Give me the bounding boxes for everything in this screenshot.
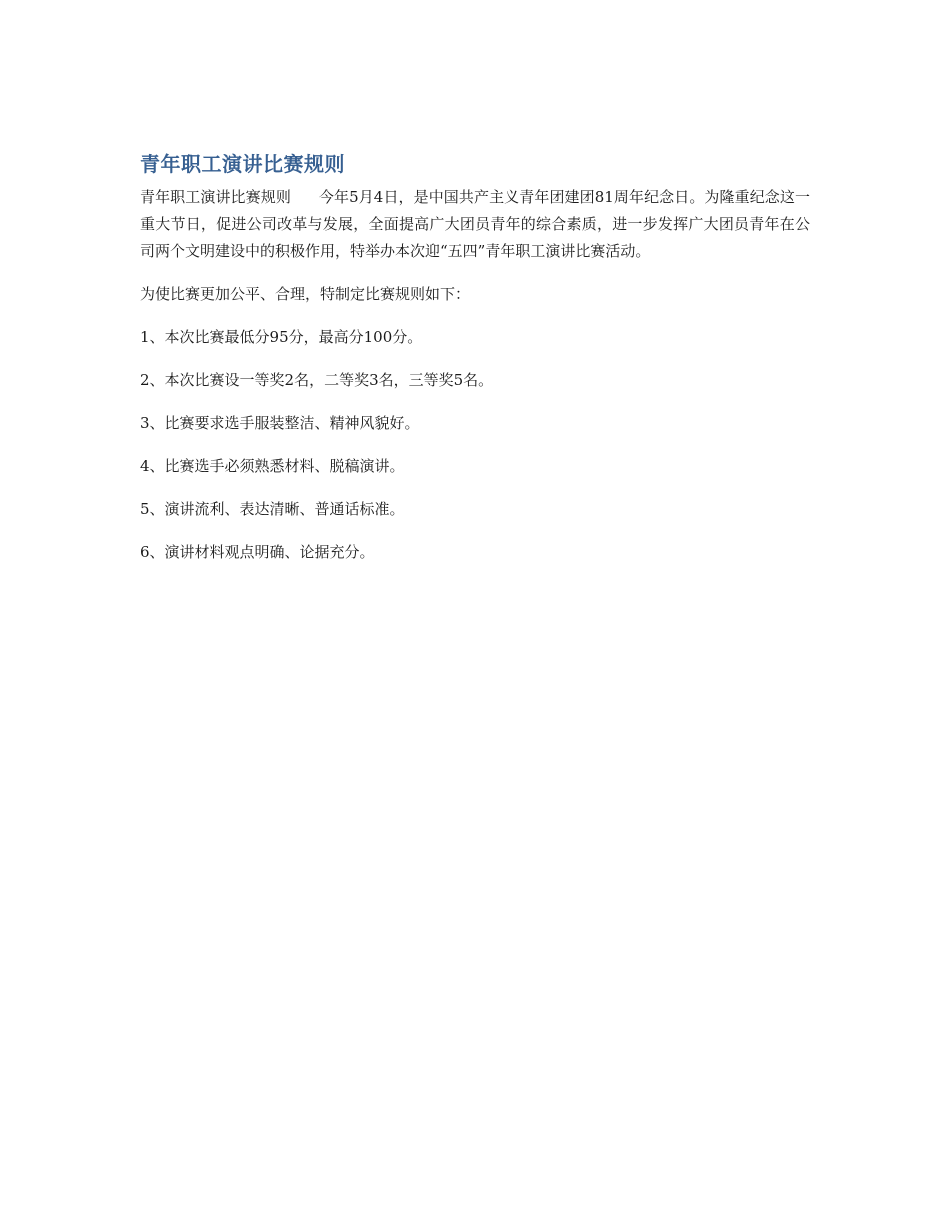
- document-body: [140, 150, 810, 582]
- intro-body: 今年5月4日，是中国共产主义青年团建团81周年纪念日。为隆重纪念这一重大节日，促进公司改革与发展，全面提高广大团员青年的综合素质，进一步发挥广大团员青年在公司两个文明建设中的积极作用，特举办本次迎“五四”青年职工演讲比赛活动。: [140, 188, 810, 260]
- rule-item-2: 2、本次比赛设一等奖2名，二等奖3名，三等奖5名。: [140, 371, 494, 389]
- rule-item-3: 3、比赛要求选手服装整洁、精神风貌好。: [140, 414, 420, 432]
- rule-item-4: 4、比赛选手必须熟悉材料、脱稿演讲。: [140, 457, 405, 475]
- intro-lead: 青年职工演讲比赛规则: [140, 188, 291, 206]
- rule-item-5: 5、演讲流利、表达清晰、普通话标准。: [140, 500, 405, 518]
- document-title: 青年职工演讲比赛规则: [140, 152, 345, 176]
- rule-item-6: 6、演讲材料观点明确、论据充分。: [140, 543, 375, 561]
- rule-item-1: 1、本次比赛最低分95分，最高分100分。: [140, 328, 423, 346]
- rules-intro: 为使比赛更加公平、合理，特制定比赛规则如下：: [140, 285, 471, 303]
- intro-paragraph: [140, 184, 810, 265]
